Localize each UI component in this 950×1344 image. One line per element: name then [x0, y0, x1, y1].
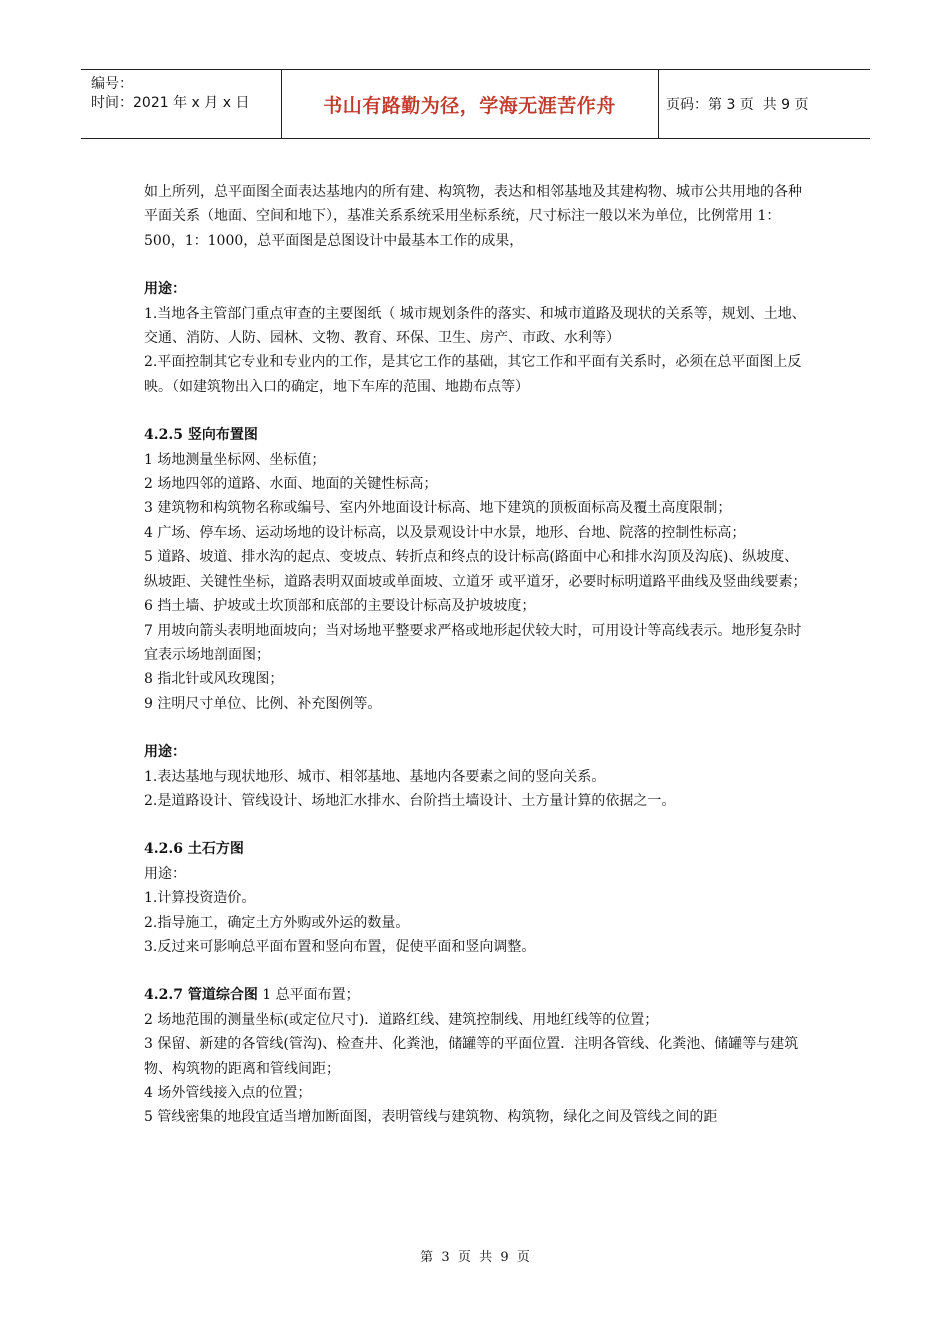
header-motto-cell: [281, 70, 659, 138]
section-425-item: 3 建筑物和构筑物名称或编号、室内外地面设计标高、地下建筑的顶板面标高及覆土高度限制；: [144, 500, 732, 517]
section-426-heading: 4.2.6 土石方图: [144, 841, 244, 858]
header-table: [81, 69, 870, 139]
section-426-item: 3.反过来可影响总平面布置和竖向布置，促使平面和竖向调整。: [144, 938, 536, 955]
header-page-cell: [658, 70, 870, 138]
section-427-item: 3 保留、新建的各管线(管沟)、检查井、化粪池，储罐等的平面位置．注明各管线、化粪池、储罐等与建筑物、构筑物的距离和管线间距；: [144, 1036, 799, 1077]
section-425-item: 2 场地四邻的道路、水面、地面的关键性标高；: [144, 476, 438, 493]
usage1-heading: 用途：: [144, 281, 186, 298]
usage1-item: 1.当地各主管部门重点审查的主要图纸（ 城市规划条件的落实、和城市道路及现状的关系等，规划、土地、交通、消防、人防、园林、文物、教育、环保、卫生、房产、市政、水利等）: [144, 305, 806, 347]
section-425-item: 8 指北针或风玫瑰图；: [144, 671, 284, 688]
section-427-item: 4 场外管线接入点的位置；: [144, 1085, 312, 1101]
usage2-heading: 用途：: [144, 744, 186, 761]
section-425-item: 5 道路、坡道、排水沟的起点、变坡点、转折点和终点的设计标高(路面中心和排水沟顶及沟底)、纵坡度、纵坡距、关键性坐标，道路表明双面坡或单面坡、立道牙 或平道牙，必要时标明道路平曲线及竖曲线要素；: [144, 549, 807, 590]
section-426-item: 2.指导施工，确定土方外购或外运的数量。: [144, 914, 410, 931]
section-426-item: 1.计算投资造价。: [144, 890, 256, 907]
document-body: [144, 180, 808, 1130]
section-425-item: 6 挡土墙、护坡或土坎顶部和底部的主要设计标高及护坡坡度；: [144, 598, 536, 615]
usage1-item: 2.平面控制其它专业和专业内的工作，是其它工作的基础，其它工作和平面有关系时，必须在总平面图上反映。（如建筑物出入口的确定，地下车库的范围、地勘布点等）: [144, 354, 802, 395]
number-label: 编号：: [91, 76, 133, 92]
header-left-cell: [81, 70, 282, 138]
section-427-item: 5 管线密集的地段宜适当增加断面图，表明管线与建筑物、构筑物，绿化之间及管线之间的距: [144, 1109, 718, 1126]
section-425-item: 1 场地测量坐标网、坐标值；: [144, 451, 326, 468]
section-427-first-line: [144, 983, 808, 1007]
section-425-heading: 4.2.5 竖向布置图: [144, 427, 258, 444]
section-425-item: 4 广场、停车场、运动场地的设计标高，以及景观设计中水景，地形、台地、院落的控制性标高；: [144, 524, 746, 541]
section-425-item: 7 用坡向箭头表明地面坡向；当对场地平整要求严格或地形起伏较大时，可用设计等高线表示。地形复杂时宜表示场地剖面图；: [144, 622, 802, 663]
section-427-heading: 4.2.7 管道综合图: [144, 987, 258, 1004]
usage2-item: 1.表达基地与现状地形、城市、相邻基地、基地内各要素之间的竖向关系。: [144, 768, 606, 785]
section-427-first-item: 1 总平面布置；: [257, 987, 360, 1004]
motto-text: 书山有路勤为径，学海无涯苦作舟: [323, 94, 616, 117]
page-footer: 第 3 页 共 9 页: [420, 1250, 530, 1265]
usage2-item: 2.是道路设计、管线设计、场地汇水排水、台阶挡土墙设计、土方量计算的依据之一。: [144, 792, 676, 809]
section-427-item: 2 场地范围的测量坐标(或定位尺寸)．道路红线、建筑控制线、用地红线等的位置；: [144, 1011, 659, 1028]
page-label: 页码：第 3 页 共 9 页: [666, 97, 809, 113]
section-425-item: 9 注明尺寸单位、比例、补充图例等。: [144, 695, 382, 712]
section-426-subheading: 用途：: [144, 865, 186, 882]
time-label: 时间：2021 年 x 月 x 日: [91, 95, 250, 111]
intro-paragraph: 如上所列，总平面图全面表达基地内的所有建、构筑物，表达和相邻基地及其建构物、城市公共用地的各种平面关系（地面、空间和地下），基准关系系统采用坐标系统，尺寸标注一般以米为单位，比例常用 1：500，1：1000，总平面图是总图设计中最基本工作的成果，: [144, 184, 802, 249]
